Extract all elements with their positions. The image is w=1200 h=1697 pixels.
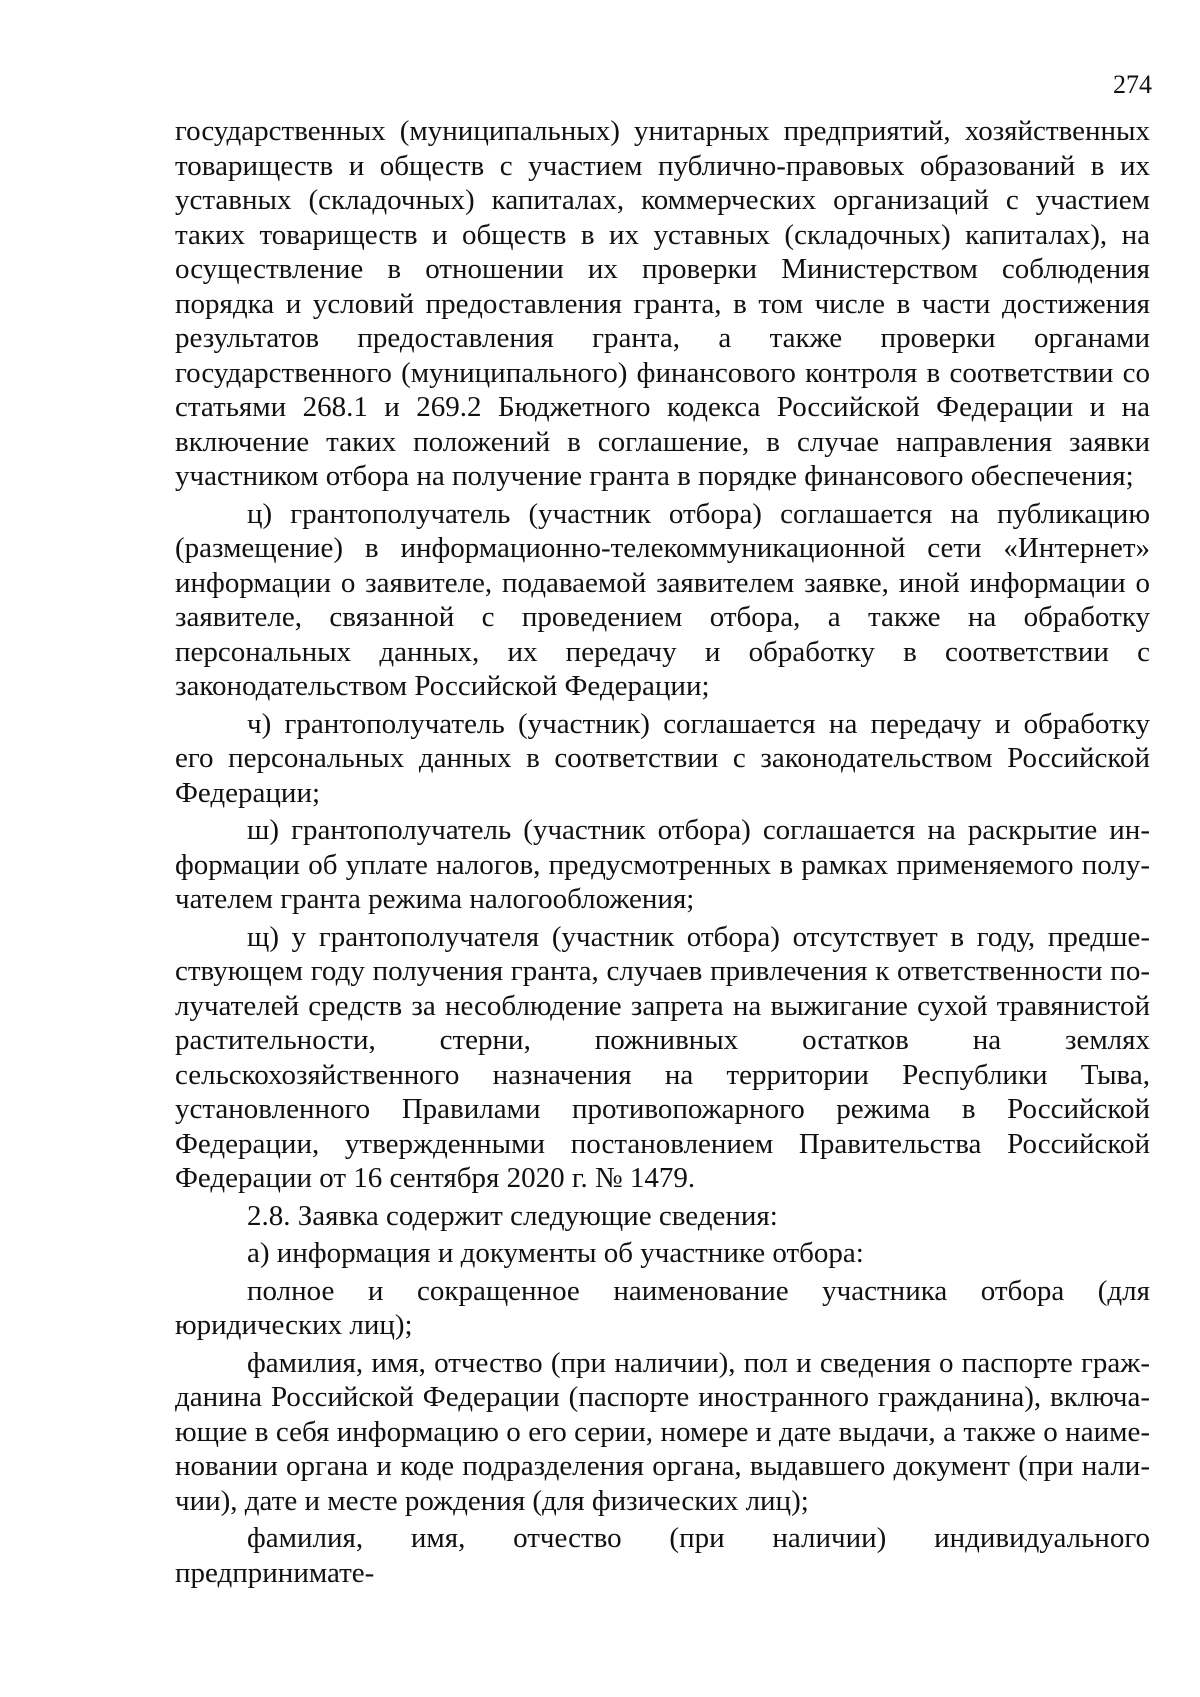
paragraph-item-ch: ч) грантополучатель (участник) соглашается на передачу и обработку его персональных данных в соответствии с законодательством Российской Федерации; bbox=[175, 707, 1150, 809]
page-number: 274 bbox=[1113, 70, 1152, 99]
paragraph-section-2-8: 2.8. Заявка содержит следующие сведения: bbox=[247, 1199, 778, 1232]
paragraph-item-a: а) информация и документы об участнике отбора: bbox=[247, 1237, 864, 1269]
paragraph-entrepreneur: фамилия, имя, отчество (при наличии) индивидуального предпринимате- bbox=[175, 1522, 1150, 1589]
paragraph-item-shch: щ) у грантополучателя (участник отбора) отсутствует в году, предшествующем году получения гранта, случаев привлечения к ответственности получателей средств за несоблюдение запрета на выжигание сухой травянистой растительности, стерни, пожнивных остатков на землях сельскохозяйственного назначения на территории Республики Тыва, установленного Правилами противопожарного режима в Российской Федерации, утвержденными постановлением Правительства Российской Федерации от 16 сентября 2020 г. № 1479. bbox=[175, 920, 1150, 1194]
document-body bbox=[175, 114, 1150, 1593]
paragraph-item-ts: ц) грантополучатель (участник отбора) соглашается на публикацию (размещение) в информационно-телекоммуникационной сети «Интернет» информации о заявителе, подаваемой заявителем заявке, иной информации о заявителе, связанной с проведением отбора, а также на обработку персональных данных, их передачу и обработку в соответствии с законодательством Российской Федерации; bbox=[175, 497, 1150, 702]
paragraph-passport: фамилия, имя, отчество (при наличии), пол и сведения о паспорте гражданина Российской Федерации (паспорте иностранного гражданина), включающие в себя информацию о его серии, номере и дате выдачи, а также о наименовании органа и коде подразделения органа, выдавшего документ (при наличии), дате и месте рождения (для физических лиц); bbox=[175, 1346, 1150, 1517]
paragraph-item-sh: ш) грантополучатель (участник отбора) соглашается на раскрытие информации об уплате налогов, предусмотренных в рамках применяемого получателем гранта режима налогообложения; bbox=[175, 814, 1150, 915]
paragraph-full-name: полное и сокращенное наименование участника отбора (для юридических лиц); bbox=[175, 1274, 1150, 1341]
paragraph-continuation: государственных (муниципальных) унитарных предприятий, хозяйственных товариществ и обществ с участием публично-правовых образований в их уставных (складочных) капиталах, коммерческих организаций с участием таких товариществ и обществ в их уставных (складочных) капиталах), на осуществление в отношении их проверки Министерством соблюдения порядка и условий предоставления гранта, в том числе в части достижения результатов предоставления гранта, а также проверки органами государственного (муниципального) финансового контроля в соответствии со статьями 268.1 и 269.2 Бюджетного кодекса Российской Федерации и на включение таких положений в соглашение, в случае направления заявки участником отбора на получение гранта в порядке финансового обеспечения; bbox=[175, 115, 1150, 492]
